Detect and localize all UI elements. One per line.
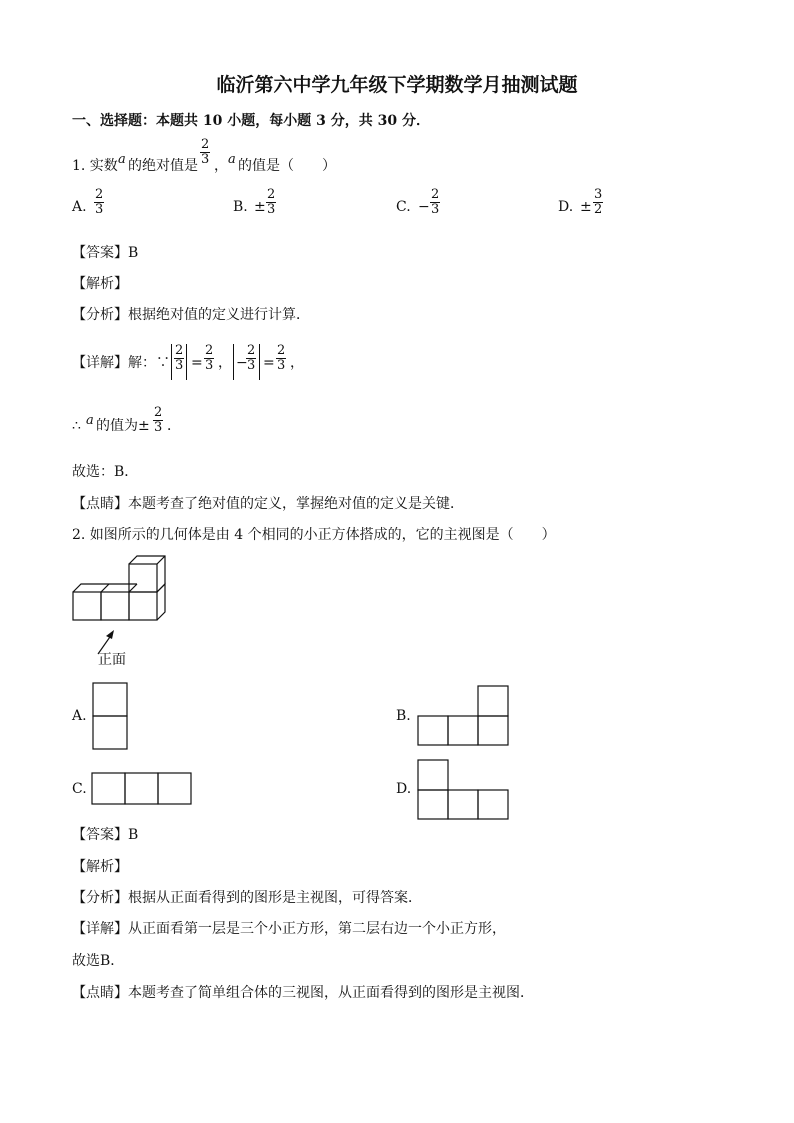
q2-option-a-label: A.	[72, 708, 87, 724]
front-label: 正面	[98, 652, 126, 668]
q2-option-b-label: B.	[396, 708, 411, 724]
detail-fraction: $\frac{2}{3}$	[277, 343, 286, 373]
q1-stem-fraction: $\frac{2}{3}$	[201, 137, 210, 167]
option-label: D.	[558, 199, 574, 215]
q1-choose: 故选：B．	[72, 464, 139, 480]
detail-fraction: $\frac{2}{3}$	[247, 343, 256, 373]
q2-option-c-label: C.	[72, 781, 87, 797]
option-label: B.	[233, 199, 248, 215]
q2-option-a-figure	[92, 682, 130, 750]
q2-choose: 故选B．	[72, 953, 125, 969]
option-fraction: $\frac{2}{3}$	[267, 187, 276, 217]
q2-analysis-heading: 【解析】	[72, 859, 128, 875]
q2-option-d-label: D.	[396, 781, 412, 797]
q1-stem-part: 1. 实数	[72, 158, 118, 174]
comma: ，	[290, 355, 304, 371]
q1-variable: a	[228, 152, 236, 167]
therefore-text: 的值为±	[96, 418, 150, 434]
option-sign: ±	[254, 199, 266, 215]
cube-solid-figure	[68, 550, 178, 660]
option-label: A.	[72, 199, 87, 215]
q1-variable: a	[86, 413, 94, 428]
option-fraction: $\frac{2}{3}$	[95, 187, 104, 217]
page-title: 临沂第六中学九年级下学期数学月抽测试题	[216, 74, 578, 96]
therefore-fraction: $\frac{2}{3}$	[154, 405, 163, 435]
q2-dianjing: 【点睛】本题考查了简单组合体的三视图，从正面看得到的图形是主视图．	[72, 985, 534, 1001]
arrow-head	[106, 630, 114, 639]
q2-fenxi: 【分析】根据从正面看得到的图形是主视图，可得答案．	[72, 890, 422, 906]
comma: ，	[218, 355, 232, 371]
q1-detail-prefix: 【详解】解：∵	[72, 355, 170, 371]
detail-fraction: $\frac{2}{3}$	[205, 343, 214, 373]
abs-bar	[171, 344, 172, 380]
option-sign: ±	[580, 199, 592, 215]
section-heading: 一、选择题：本题共 10 小题，每小题 3 分，共 30 分．	[72, 113, 430, 129]
q1-answer: 【答案】B	[72, 245, 139, 261]
q1-stem-part: 的值是（ ）	[238, 158, 336, 174]
q1-analysis-heading: 【解析】	[72, 276, 128, 292]
q1-dianjing: 【点睛】本题考查了绝对值的定义，掌握绝对值的定义是关键．	[72, 496, 464, 512]
q2-option-c-figure	[91, 772, 193, 806]
minus-sign: −	[236, 355, 248, 371]
q2-stem: 2. 如图所示的几何体是由 4 个相同的小正方体搭成的，它的主视图是（ ）	[72, 527, 556, 543]
option-fraction: $\frac{3}{2}$	[594, 187, 603, 217]
option-label: C.	[396, 199, 411, 215]
q2-answer: 【答案】B	[72, 827, 139, 843]
abs-bar	[186, 344, 187, 380]
q1-stem-part: 的绝对值是	[128, 158, 198, 174]
option-fraction: $\frac{2}{3}$	[431, 187, 440, 217]
q2-option-d-figure	[416, 759, 510, 821]
q1-stem-part: ，	[214, 158, 228, 174]
detail-fraction: $\frac{2}{3}$	[175, 343, 184, 373]
equals-sign: =	[191, 355, 203, 371]
q2-detail: 【详解】从正面看第一层是三个小正方形，第二层右边一个小正方形，	[72, 921, 506, 937]
q1-variable: a	[118, 152, 126, 167]
period: ．	[167, 418, 181, 434]
therefore-symbol: ∴	[72, 418, 81, 434]
abs-bar	[259, 344, 260, 380]
q2-option-b-figure	[416, 685, 510, 747]
option-sign: −	[418, 199, 430, 215]
abs-bar	[233, 344, 234, 380]
q1-fenxi: 【分析】根据绝对值的定义进行计算．	[72, 307, 310, 323]
equals-sign: =	[263, 355, 275, 371]
